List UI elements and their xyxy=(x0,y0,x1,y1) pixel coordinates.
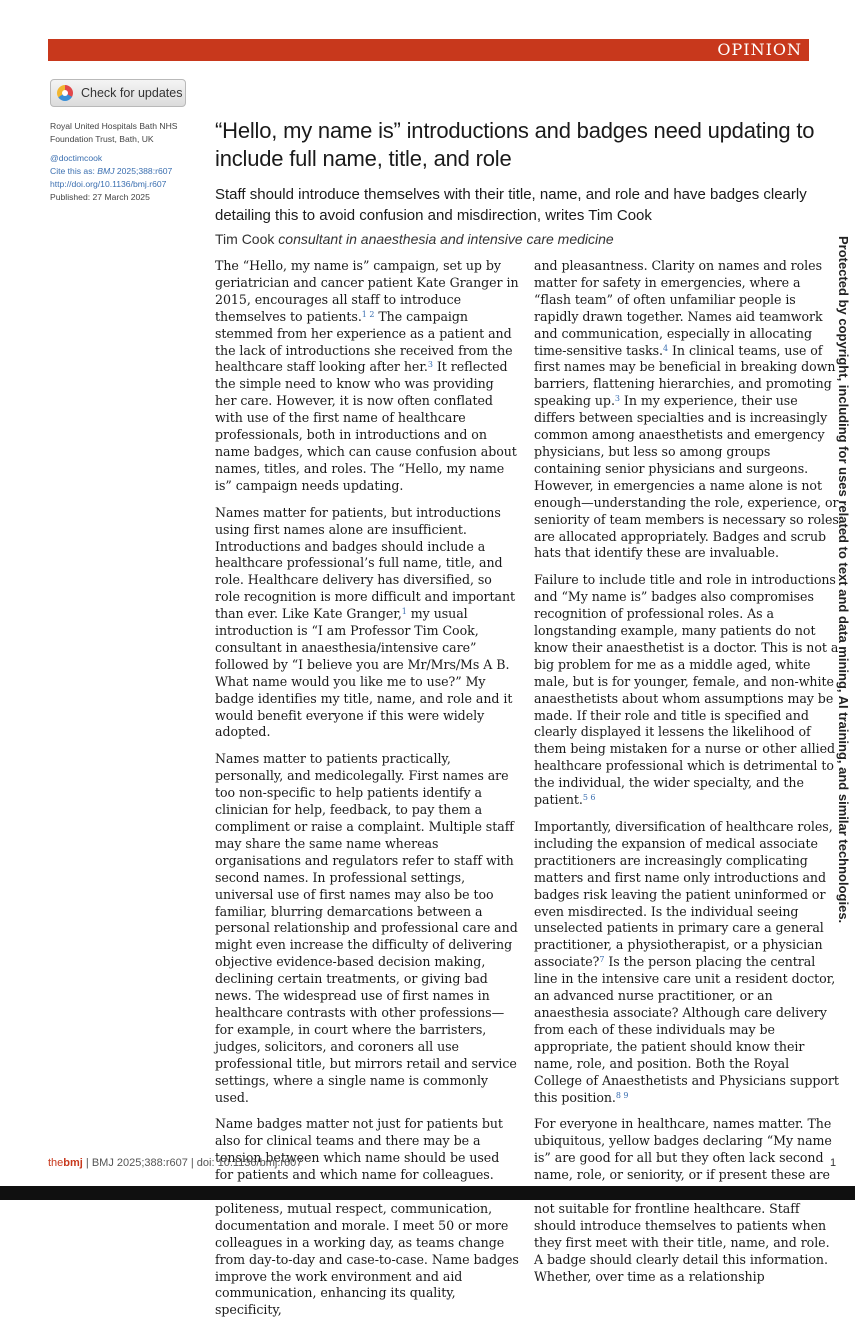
paragraph: For everyone in healthcare, names matter. The ubiquitous, yellow badges declaring “My name is” are good for all but they often lack second name, role, or seniority, or if present these are not suitable for frontline healthcare. Staff should introduce themselves to patients when they first meet with their title, name, and role. A badge should clearly detail this information. Whether, over time as a relationship xyxy=(534,1116,832,1284)
page-number: 1 xyxy=(830,1157,837,1169)
citation-line: Cite this as: BMJ 2025;388:r607 xyxy=(50,166,173,176)
doi-link[interactable]: http://doi.org/10.1136/bmj.r607 xyxy=(50,179,167,189)
affiliation: Royal United Hospitals Bath NHS Foundation Trust, Bath, UK xyxy=(50,121,178,144)
bmj-logo: bmj xyxy=(63,1157,83,1169)
reference-link[interactable]: 3 xyxy=(614,394,620,404)
reference-link[interactable]: 1 xyxy=(401,607,407,617)
paragraph: Names matter for patients, but introductions using first names alone are insufficient. Introductions and badges should include a healthcare professional’s full name, title, and role. Healthcare delivery has diversified, so role recognition is more difficult and important than ever. Like Kate Granger,$^1$ my usual introduction is “I am Professor Tim Cook, consultant in anaesthesia/intensive care” followed by “I believe you are Mr/Mrs/Ms A B. What name would you like me to use?” My badge identifies my title, name, and role and it would benefit everyone if this were widely adopted. xyxy=(215,504,516,740)
reference-link[interactable]: 8 9 xyxy=(615,1090,629,1100)
paragraph: Name badges matter not just for patients but also for clinical teams and there may be a tension between which name should be used for patients and which name for colleagues. politeness, mutual respect, communication, documentation and morale. I meet 50 or more colleagues in a working day, as teams change from day-to-day and case-to-case. Name badges improve the work environment and aid communication, enhancing its quality, specificity, xyxy=(215,1116,519,1318)
body-column-right xyxy=(534,258,840,1295)
reference-link[interactable]: 3 xyxy=(427,360,433,370)
check-for-updates-label: Check for updates xyxy=(81,86,183,100)
crossmark-icon xyxy=(57,85,73,101)
bottom-bar xyxy=(0,1186,855,1200)
section-label: OPINION xyxy=(717,40,802,59)
reference-link[interactable]: 7 xyxy=(599,955,605,965)
reference-link[interactable]: 1 2 xyxy=(361,309,375,319)
section-header-bar xyxy=(48,39,809,61)
paragraph: Names matter to patients practically, personally, and medicolegally. First names are too non-specific to help patients identify a clinician for help, feedback, to pay them a compliment or raise a complaint. Multiple staff may share the same name whereas organisations and regulators refer to staff with second names. In professional settings, universal use of first names may also be too familiar, blurring demarcations between a personal relationship and professional care and might even increase the difficulty of delivering objective evidence-based decision making, declining certain treatments, or giving bad news. The widespread use of first names in healthcare contrasts with other professions—for example, in court where the barristers, judges, solicitors, and coroners all use professional title, but mirrors retail and service settings, where a single name is commonly used. xyxy=(215,751,518,1105)
published-date: Published: 27 March 2025 xyxy=(50,192,150,202)
reference-link[interactable]: 4 xyxy=(663,343,669,353)
paragraph: and pleasantness. Clarity on names and roles matter for safety in emergencies, where a “flash team” of often unfamiliar people is rapidly drawn together. Names aid teamwork and communication, especially in allocating time-sensitive tasks.$^4$ In clinical teams, use of first names may be beneficial in breaking down barriers, flattening hierarchies, and promoting speaking up.$^3$ In my experience, their use differs between specialties and is increasingly common among anaesthetists and emergency physicians, but less so among groups containing senior physicians and surgeons. However, in emergencies a name alone is not enough—understanding the role, experience, or seniority of team members is necessary so roles are allocated appropriately. Badges and scrub hats that identify these are invaluable. xyxy=(534,258,839,561)
twitter-handle-link[interactable]: @doctimcook xyxy=(50,153,103,163)
article-title: “Hello, my name is” introductions and badges need updating to include full name, title, and role xyxy=(215,118,815,171)
reference-link[interactable]: 5 6 xyxy=(582,793,596,803)
copyright-notice: Protected by copyright, including for uses related to text and data mining, AI training, and similar technologies. xyxy=(836,236,851,924)
article-sidebar xyxy=(50,120,200,204)
paragraph: The “Hello, my name is” campaign, set up by geriatrician and cancer patient Kate Granger in 2015, encourages all staff to introduce themselves to patients.$^{1 2}$ The campaign stemmed from her experience as a patient and the lack of introductions she received from the healthcare staff looking after her.$^3$ It reflected the simple need to know who was providing her care. However, it is now often conflated with use of the first name of healthcare professionals, both in introductions and on name badges, which can cause confusion about names, titles, and roles. The “Hello, my name is” campaign needs updating. xyxy=(215,258,519,493)
author-byline: Tim Cook consultant in anaesthesia and intensive care medicine xyxy=(215,231,614,247)
paragraph: Failure to include title and role in introductions and “My name is” badges also compromises recognition of professional roles. As a longstanding example, many patients do not know their anaesthetist is a doctor. This is not a big problem for me as a middle aged, white male, but is for younger, female, and non-white anaesthetists about whom assumptions may be made. If their role and title is specified and clearly displayed it lessens the likelihood of them being mistaken for a nurse or other allied healthcare professional which is detrimental to the individual, the wider specialty, and the patient.$^{5 6}$ xyxy=(534,572,839,808)
article-standfirst: Staff should introduce themselves with their title, name, and role and have badges clearly detailing this to avoid confusion and misdirection, writes Tim Cook xyxy=(215,186,807,224)
check-for-updates-button[interactable] xyxy=(50,79,186,107)
paragraph: Importantly, diversification of healthcare roles, including the expansion of medical associate practitioners are increasingly complicating matters and first name only introductions and badges risk leaving the patient uninformed or even misdirected. Is the individual seeing unselected patients in primary care a general practitioner, a physiotherapist, or a physician associate?$^7$ Is the person placing the central line in the intensive care unit a resident doctor, an advanced nurse practitioner, or an anaesthesia associate? Although care delivery from each of these individuals may be appropriate, the patient should know their name, role, and position. Both the Royal College of Anaesthetists and Physicians support this position.$^{8 9}$ xyxy=(534,819,839,1105)
page-footer: thebmj | BMJ 2025;388:r607 | doi: 10.1136/bmj.r607 xyxy=(48,1157,303,1169)
